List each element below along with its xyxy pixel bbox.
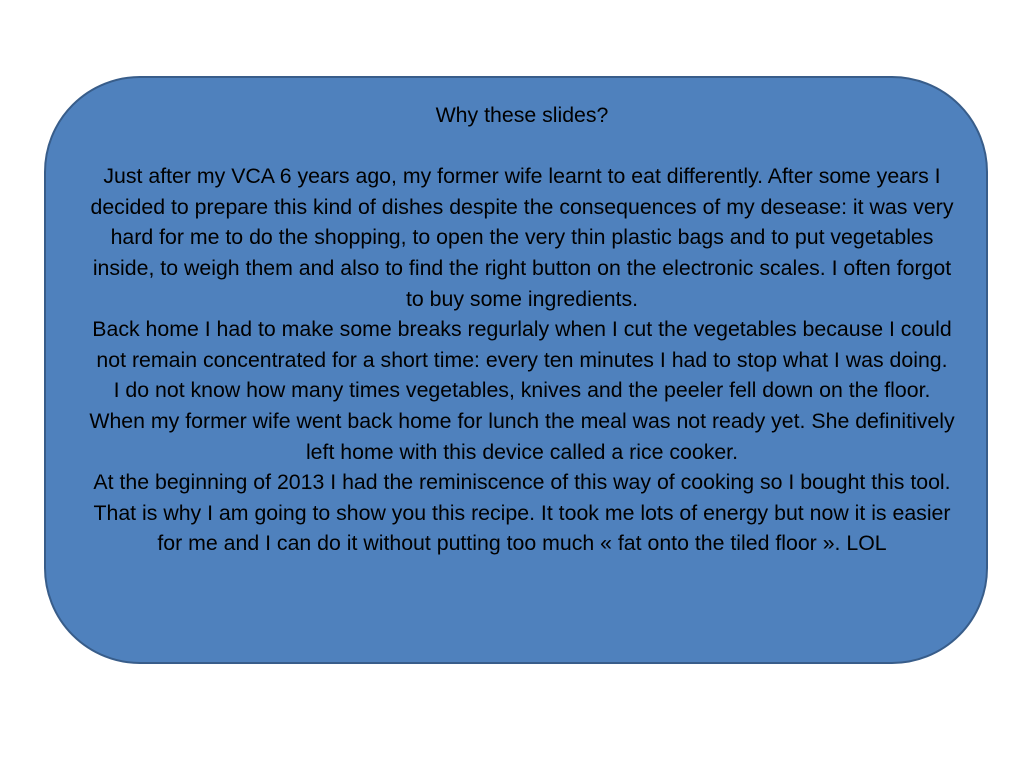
paragraph-shopping: Just after my VCA 6 years ago, my former wife learnt to eat differently. After some years I decided to prepare this kind of dishes despite the consequences of my desease: it was very hard for me to do the shopping, to open the very thin plastic bags and to put vegetables inside, to weigh them and also to find the right button on the electronic scales. I often forgot to buy some ingredients. <box>90 164 954 311</box>
paragraph-floor: I do not know how many times vegetables, knives and the peeler fell down on the floor. When my former wife went back home for lunch the meal was not ready yet. She definitively left home with this device called a rice cooker. <box>89 378 955 464</box>
card-text-block <box>84 100 960 559</box>
paragraph-breaks: Back home I had to make some breaks regurlaly when I cut the vegetables because I could not remain concentrated for a short time: every ten minutes I had to stop what I was doing. <box>92 317 952 372</box>
paragraph-rice-cooker: At the beginning of 2013 I had the reminiscence of this way of cooking so I bought this tool. That is why I am going to show you this recipe. It took me lots of energy but now it is easier for me and I can do it without putting too much « fat onto the tiled floor ». LOL <box>93 470 951 556</box>
slide-title: Why these slides? <box>435 103 609 127</box>
blank-line <box>84 131 960 162</box>
